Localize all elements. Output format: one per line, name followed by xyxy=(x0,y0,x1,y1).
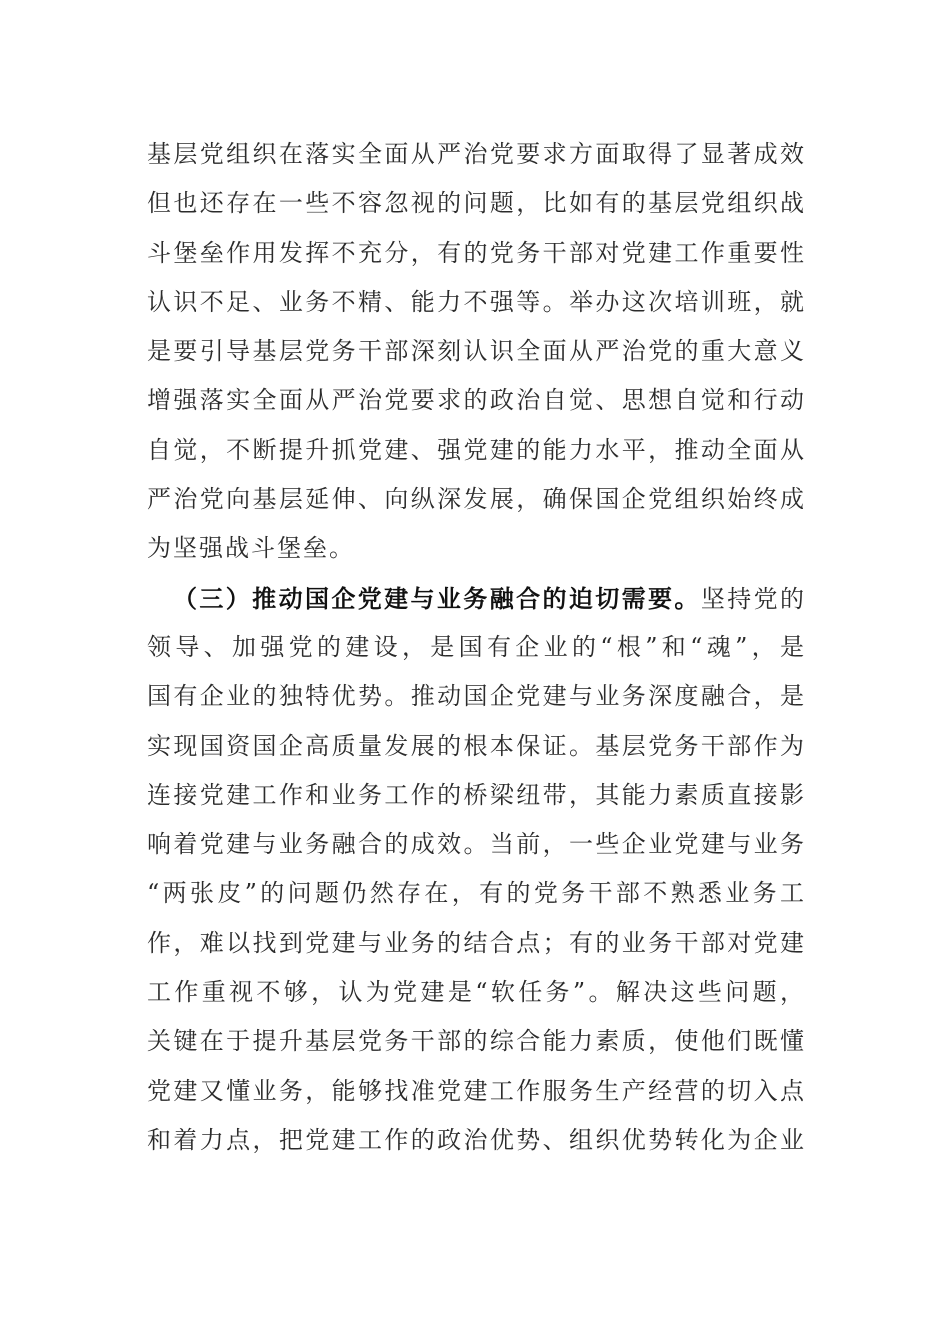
text-line: 作，难以找到党建与业务的结合点；有的业务干部对党建 xyxy=(147,928,804,957)
document-page xyxy=(147,130,804,1165)
text-line: “两张皮”的问题仍然存在，有的党务干部不熟悉业务工 xyxy=(147,879,804,908)
text-line: 为坚强战斗堡垒。 xyxy=(147,534,355,563)
section-heading-line xyxy=(147,574,804,623)
text-line: 国有企业的独特优势。推动国企党建与业务深度融合，是 xyxy=(147,682,804,711)
text-line: 实现国资国企高质量发展的根本保证。基层党务干部作为 xyxy=(147,731,804,760)
text-line: 工作重视不够，认为党建是“软任务”。解决这些问题， xyxy=(147,978,804,1007)
text-line: 严治党向基层延伸、向纵深发展，确保国企党组织始终成 xyxy=(147,485,804,514)
section-heading: （三）推动国企党建与业务融合的迫切需要。 xyxy=(173,583,701,613)
text-line: 是要引导基层党务干部深刻认识全面从严治党的重大意义 xyxy=(147,337,804,366)
text-line: 响着党建与业务融合的成效。当前，一些企业党建与业务 xyxy=(147,830,804,859)
text-line: 党建又懂业务，能够找准党建工作服务生产经营的切入点 xyxy=(147,1076,804,1105)
text-line: 领导、加强党的建设，是国有企业的“根”和“魂”，是 xyxy=(147,632,804,661)
text-line: 和着力点，把党建工作的政治优势、组织优势转化为企业 xyxy=(147,1125,804,1154)
text-line: 但也还存在一些不容忽视的问题，比如有的基层党组织战 xyxy=(147,189,804,218)
text-line: 关键在于提升基层党务干部的综合能力素质，使他们既懂 xyxy=(147,1027,804,1056)
text-line: 连接党建工作和业务工作的桥梁纽带，其能力素质直接影 xyxy=(147,780,804,809)
text-line: 自觉，不断提升抓党建、强党建的能力水平，推动全面从 xyxy=(147,435,804,464)
paragraph-1 xyxy=(147,130,804,574)
text-line: 认识不足、业务不精、能力不强等。举办这次培训班，就 xyxy=(147,287,804,316)
text-line: 基层党组织在落实全面从严治党要求方面取得了显著成效 xyxy=(147,140,804,168)
heading-continuation: 坚持党的 xyxy=(700,584,805,613)
text-line: 增强落实全面从严治党要求的政治自觉、思想自觉和行动 xyxy=(147,386,804,415)
text-line: 斗堡垒作用发挥不充分，有的党务干部对党建工作重要性 xyxy=(147,238,804,267)
paragraph-2 xyxy=(147,574,804,1166)
